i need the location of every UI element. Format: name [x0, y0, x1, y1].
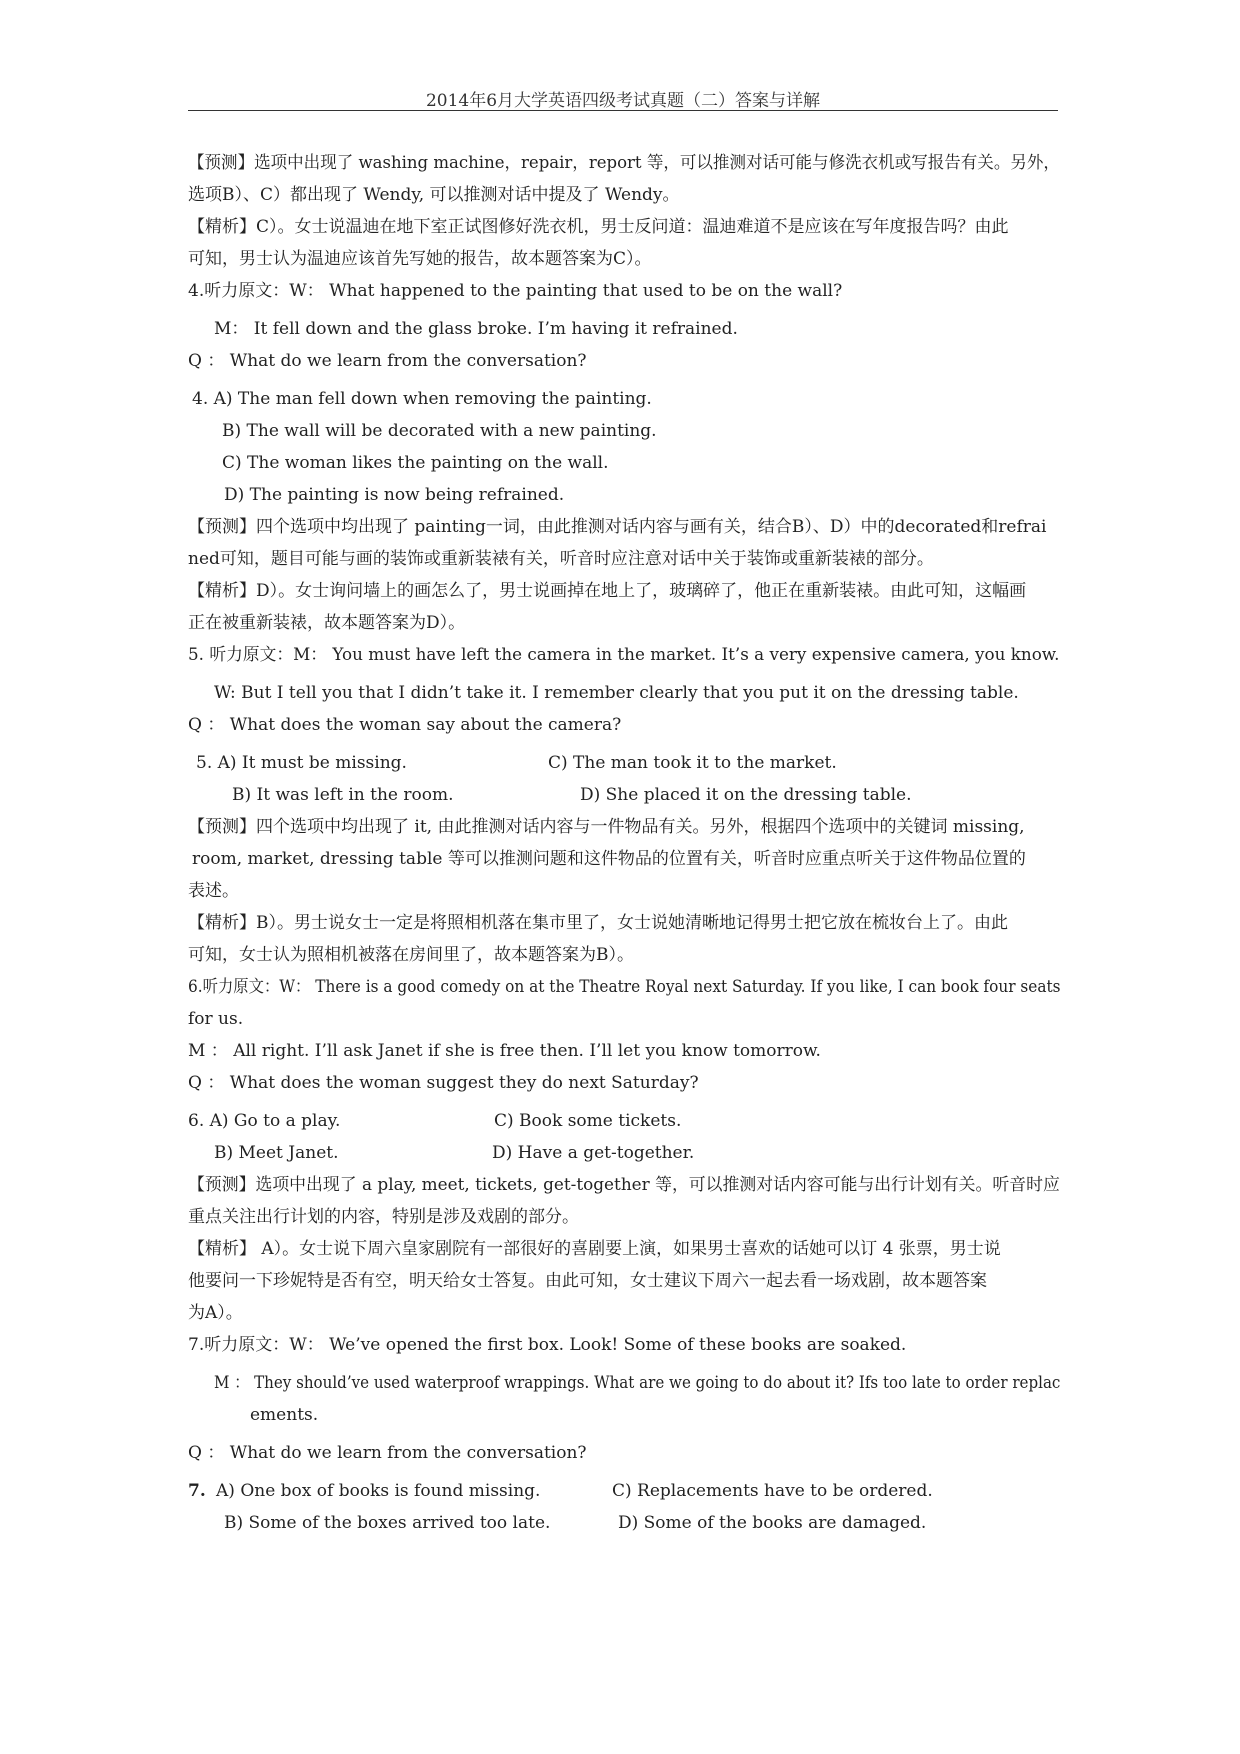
text-line: B) It was left in the room. [232, 785, 454, 805]
text-line: 7.听力原文：W： We’ve opened the first box. Look! Some of these books are soaked. [188, 1335, 907, 1355]
text-line: 【精析】 A）。女士说下周六皇家剧院有一部很好的喜剧要上演，如果男士喜欢的话她可以订 4 张票，男士说 [188, 1239, 1001, 1259]
text-line: 【精析】C）。女士说温迪在地下室正试图修好洗衣机，男士反问道：温迪难道不是应该在写年度报告吗？由此 [188, 217, 1009, 237]
text-line: 为A）。 [188, 1303, 243, 1323]
text-line: 【预测】四个选项中均出现了 painting一词，由此推测对话内容与画有关，结合B）、D）中的decorated和refrai [188, 517, 1047, 537]
text-line: 6.听力原文：W： There is a good comedy on at the Theatre Royal next Saturday. If you like, I can book four seats [188, 977, 1061, 997]
text-line: A) One box of books is found missing. [216, 1481, 541, 1501]
text-line: D) The painting is now being refrained. [224, 485, 565, 505]
text-line: D) Some of the books are damaged. [618, 1513, 927, 1533]
text-line: 6. A) Go to a play. [188, 1111, 341, 1131]
text-line: 可知，女士认为照相机被落在房间里了，故本题答案为B）。 [188, 945, 634, 965]
text-line: Q ： What does the woman say about the camera? [188, 715, 622, 735]
text-line: B) The wall will be decorated with a new painting. [222, 421, 657, 441]
text-line: W: But I tell you that I didn’t take it. I remember clearly that you put it on the dressing table. [214, 683, 1019, 703]
text-line: 选项B）、C）都出现了 Wendy, 可以推测对话中提及了 Wendy。 [188, 185, 680, 205]
text-line: 正在被重新装裱，故本题答案为D）。 [188, 613, 466, 633]
text-line: 4. A) The man fell down when removing the painting. [192, 389, 652, 409]
text-line: Q ： What do we learn from the conversation? [188, 1443, 587, 1463]
text-line: 可知，男士认为温迪应该首先写她的报告，故本题答案为C）。 [188, 249, 652, 269]
text-line: C) The woman likes the painting on the wall. [222, 453, 609, 473]
text-line: 5. 听力原文：M： You must have left the camera in the market. It’s a very expensive camera, you know. [188, 645, 1060, 665]
text-line: 4.听力原文：W： What happened to the painting that used to be on the wall? [188, 281, 843, 301]
text-line: M： It fell down and the glass broke. I’m having it refrained. [214, 319, 738, 339]
text-line: 【预测】四个选项中均出现了 it, 由此推测对话内容与一件物品有关。另外，根据四个选项中的关键词 missing, [188, 817, 1025, 837]
text-line: C) Book some tickets. [494, 1111, 682, 1131]
page-header-title: 2014年6月大学英语四级考试真题（二）答案与详解 [425, 91, 821, 111]
text-line: Q ： What do we learn from the conversation? [188, 351, 587, 371]
text-line: C) Replacements have to be ordered. [612, 1481, 933, 1501]
text-line: 【精析】B）。男士说女士一定是将照相机落在集市里了，女士说她清晰地记得男士把它放在梳妆台上了。由此 [188, 913, 1008, 933]
text-line: ements. [250, 1405, 319, 1425]
text-line: M ： They should’ve used waterproof wrappings. What are we going to do about it? Ifs too late to order replac [214, 1373, 1061, 1393]
text-line: 他要问一下珍妮特是否有空，明天给女士答复。由此可知，女士建议下周六一起去看一场戏剧，故本题答案 [188, 1271, 987, 1291]
text-line: ned可知，题目可能与画的装饰或重新装裱有关，听音时应注意对话中关于装饰或重新装裱的部分。 [188, 549, 934, 569]
text-line: 表述。 [188, 881, 239, 901]
text-line: 5. A) It must be missing. [196, 753, 407, 773]
text-line: 【精析】D）。女士询问墙上的画怎么了，男士说画掉在地上了，玻璃碎了，他正在重新装裱。由此可知，这幅画 [188, 581, 1027, 601]
text-line: 【预测】选项中出现了 washing machine，repair，report 等，可以推测对话可能与修洗衣机或写报告有关。另外， [188, 153, 1060, 173]
header-divider [188, 110, 1058, 111]
text-line: for us. [188, 1009, 244, 1029]
text-line: room, market, dressing table 等可以推测问题和这件物品的位置有关，听音时应重点听关于这件物品位置的 [192, 849, 1026, 869]
text-line: B) Meet Janet. [214, 1143, 339, 1163]
text-line: 7. [188, 1481, 206, 1501]
text-line: B) Some of the boxes arrived too late. [224, 1513, 551, 1533]
text-line: 【预测】选项中出现了 a play, meet, tickets, get-together 等，可以推测对话内容可能与出行计划有关。听音时应 [188, 1175, 1060, 1195]
text-line: C) The man took it to the market. [548, 753, 837, 773]
text-line: Q ： What does the woman suggest they do next Saturday? [188, 1073, 699, 1093]
text-line: 重点关注出行计划的内容，特别是涉及戏剧的部分。 [188, 1207, 579, 1227]
text-line: D) Have a get-together. [492, 1143, 695, 1163]
text-line: D) She placed it on the dressing table. [580, 785, 912, 805]
text-line: M ： All right. I’ll ask Janet if she is free then. I’ll let you know tomorrow. [188, 1041, 821, 1061]
